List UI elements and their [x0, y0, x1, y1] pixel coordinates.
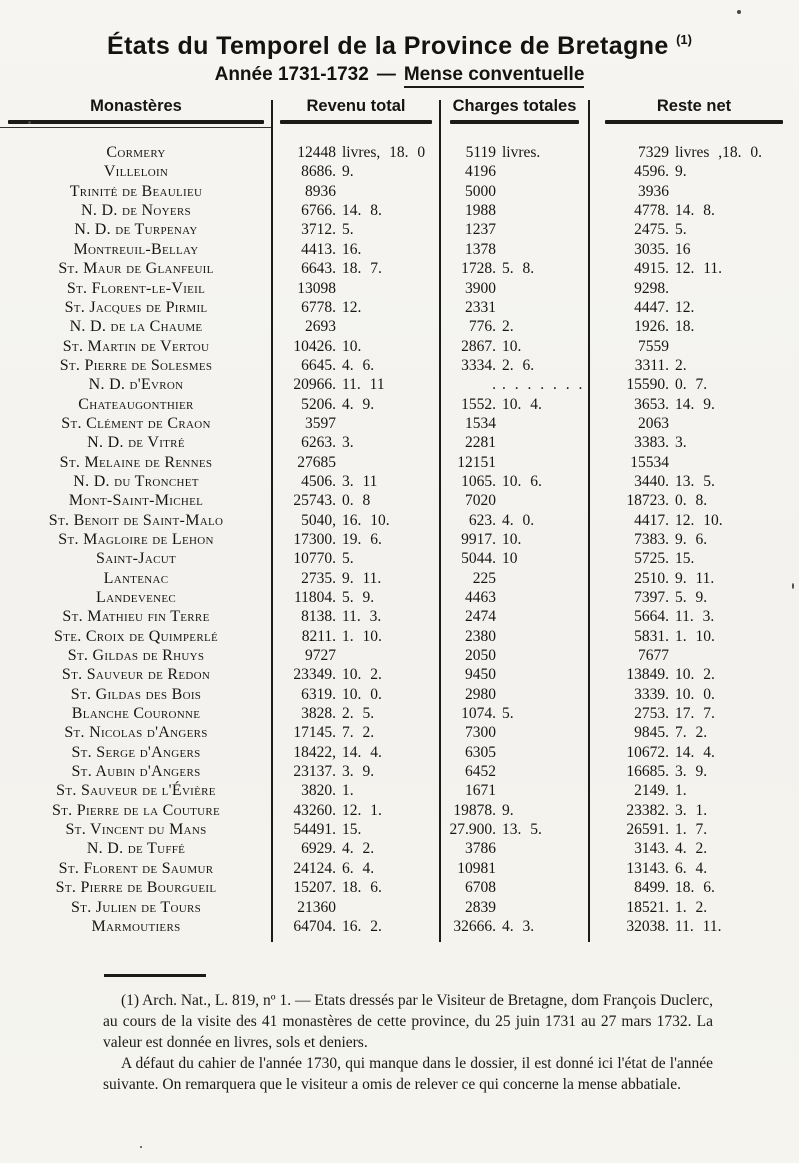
column-divider	[588, 100, 590, 942]
revenu-value: 25743. 0. 8	[293, 492, 371, 510]
table-row	[0, 162, 799, 181]
table-row	[0, 472, 799, 491]
monastery-name: St. Maur de Glanfeuil	[58, 260, 214, 278]
revenu-value: 2693	[305, 318, 336, 336]
charges-value: 2050	[465, 647, 496, 665]
table-row	[0, 143, 799, 162]
subtitle-mense: Mense conventuelle	[404, 64, 585, 88]
charges-value: 27.900. 13. 5.	[449, 821, 542, 839]
table-row	[0, 685, 799, 704]
revenu-value: 6263. 3.	[301, 434, 354, 452]
charges-value: 19878. 9.	[453, 801, 514, 819]
footnote-separator	[104, 974, 206, 977]
reste-value: 3383. 3.	[634, 434, 687, 452]
table-row	[0, 723, 799, 742]
header-rule	[450, 120, 578, 124]
monastery-name: Chateaugonthier	[78, 395, 194, 413]
charges-value: 10981	[457, 859, 496, 877]
table-row	[0, 801, 799, 820]
charges-value: 2839	[465, 898, 496, 916]
charges-value: 2980	[465, 685, 496, 703]
monastery-name: St. Magloire de Lehon	[58, 530, 214, 548]
charges-value: 6452	[465, 763, 496, 781]
reste-value: 4596. 9.	[634, 163, 687, 181]
monastery-name: St. Sauveur de Redon	[61, 666, 211, 684]
monastery-name: N. D. du Tronchet	[73, 472, 199, 490]
revenu-value: 6643. 18. 7.	[301, 260, 382, 278]
column-header-label: Revenu total	[306, 97, 406, 115]
reste-value: 3035. 16	[634, 240, 691, 258]
monastery-name: St. Pierre de Bourgueil	[55, 879, 217, 897]
reste-value: 4447. 12.	[634, 298, 695, 316]
charges-value: 2380	[465, 627, 496, 645]
monastery-name: N. D. de la Chaume	[69, 318, 203, 336]
charges-value: 12151	[457, 453, 496, 471]
charges-value: 2331	[465, 298, 496, 316]
column-header-label: Charges totales	[452, 97, 577, 115]
revenu-value: 12448 livres, 18. 0	[297, 144, 426, 162]
monastery-name: St. Sauveur de l'Évière	[56, 782, 216, 800]
reste-value: 32038. 11. 11.	[626, 917, 722, 935]
charges-value: 9450	[465, 666, 496, 684]
page-subtitle	[0, 64, 799, 86]
monastery-name: Montreuil-Bellay	[73, 240, 199, 258]
monastery-name: St. Florent de Saumur	[58, 859, 214, 877]
reste-value: 13143. 6. 4.	[626, 859, 708, 877]
reste-value: 10672. 14. 4.	[626, 743, 715, 761]
monastery-name: St. Gildas de Rhuys	[67, 647, 205, 665]
monastery-name: Blanche Couronne	[71, 705, 201, 723]
scan-speck	[28, 121, 31, 124]
scan-speck	[737, 10, 741, 14]
reste-value: 9845. 7. 2.	[634, 724, 708, 742]
monastery-name: St. Serge d'Angers	[71, 743, 201, 761]
header-rule-thin	[0, 127, 272, 129]
table-row	[0, 607, 799, 626]
revenu-value: 24124. 6. 4.	[293, 859, 375, 877]
charges-value: 2867. 10.	[461, 337, 522, 355]
monastery-name: St. Vincent du Mans	[65, 821, 207, 839]
revenu-value: 17145. 7. 2.	[293, 724, 375, 742]
monastery-name: St. Pierre de Solesmes	[59, 356, 213, 374]
charges-value: 1534	[465, 414, 496, 432]
scan-speck	[140, 1146, 142, 1148]
reste-value: 3311. 2.	[634, 356, 687, 374]
table-row	[0, 530, 799, 549]
reste-value: 2753. 17. 7.	[634, 705, 715, 723]
revenu-value: 6645. 4. 6.	[301, 356, 375, 374]
table-row	[0, 511, 799, 530]
column-header-monasteres	[0, 95, 272, 128]
reste-value: 7397. 5. 9.	[634, 589, 708, 606]
table-row	[0, 878, 799, 897]
revenu-value: 23137. 3. 9.	[293, 763, 375, 781]
reste-value: 2475. 5.	[634, 221, 687, 239]
reste-value: 16685. 3. 9.	[626, 763, 708, 781]
scan-speck	[792, 583, 794, 589]
revenu-value: 2735. 9. 11.	[301, 569, 382, 587]
column-header-label: Monastères	[90, 97, 182, 115]
charges-value: 7300	[465, 724, 496, 742]
table-row	[0, 433, 799, 452]
reste-value: 1926. 18.	[634, 318, 695, 336]
charges-value: 1988	[465, 202, 496, 220]
charges-value: 623. 4. 0.	[468, 511, 535, 529]
monastery-name: Ste. Croix de Quimperlé	[53, 627, 218, 645]
revenu-value: 9727	[305, 647, 336, 665]
charges-value: 776. 2.	[468, 318, 514, 336]
table-row	[0, 337, 799, 356]
revenu-value: 8686. 9.	[301, 163, 354, 181]
monastery-name: N. D. de Tuffé	[86, 840, 186, 858]
reste-value: 26591. 1. 7.	[626, 821, 708, 839]
monastery-name: St. Martin de Vertou	[62, 337, 210, 355]
revenu-value: 4413. 16.	[301, 240, 362, 258]
table-row	[0, 240, 799, 259]
charges-value: 1671	[465, 782, 496, 800]
charges-value: 3786	[465, 840, 496, 858]
charges-value: 5119 livres.	[465, 144, 541, 162]
monastery-name: Trinité de Beaulieu	[69, 182, 203, 200]
revenu-value: 54491. 15.	[293, 821, 362, 839]
reste-value: 3653. 14. 9.	[634, 395, 715, 413]
table-row	[0, 627, 799, 646]
table-row	[0, 743, 799, 762]
reste-value: 4915. 12. 11.	[634, 260, 723, 278]
table-row	[0, 491, 799, 510]
monastery-name: St. Pierre de la Couture	[51, 801, 221, 819]
reste-value: 23382. 3. 1.	[626, 801, 708, 819]
charges-value: 9917. 10.	[461, 530, 522, 548]
table-row	[0, 375, 799, 394]
column-divider	[439, 100, 441, 942]
column-divider	[271, 100, 273, 942]
table-body	[0, 143, 799, 936]
column-header-label: Reste net	[656, 97, 732, 115]
monastery-name: N. D. d'Evron	[88, 376, 184, 394]
revenu-value: 3820. 1.	[301, 782, 354, 800]
revenu-value: 4506. 3. 11	[301, 472, 378, 490]
table-row	[0, 588, 799, 607]
table-row	[0, 820, 799, 839]
table-row	[0, 317, 799, 336]
table-row	[0, 220, 799, 239]
reste-value: 7559	[638, 337, 669, 355]
revenu-value: 21360	[297, 898, 336, 916]
revenu-value: 6766. 14. 8.	[301, 202, 382, 220]
charges-value: 4463	[465, 589, 496, 606]
header-rule	[280, 120, 431, 124]
charges-value: 6708	[465, 879, 496, 897]
page-title-text: États du Temporel de la Province de Bretagne	[107, 32, 669, 60]
monastery-name: Cormery	[106, 144, 166, 162]
charges-value: 1074. 5.	[461, 705, 514, 723]
reste-value: 4417. 12. 10.	[634, 511, 723, 529]
monastery-name: St. Clément de Craon	[61, 414, 211, 432]
charges-value: 7020	[465, 492, 496, 510]
reste-value: 2063	[638, 414, 669, 432]
revenu-value: 6319. 10. 0.	[301, 685, 382, 703]
charges-value: 5000	[465, 182, 496, 200]
table-row	[0, 298, 799, 317]
monastery-name: Lantenac	[103, 569, 169, 587]
monastery-name: N. D. de Vitré	[87, 434, 185, 452]
monastery-name: St. Mathieu fin Terre	[62, 608, 210, 626]
monastery-name: N. D. de Turpenay	[74, 221, 198, 239]
table-row	[0, 839, 799, 858]
monastery-name: Marmoutiers	[91, 917, 181, 935]
reste-value: 3143. 4. 2.	[634, 840, 708, 858]
column-header-reste	[589, 95, 799, 128]
table-row	[0, 453, 799, 472]
footnote-paragraph-2: A défaut du cahier de l'année 1730, qui manque dans le dossier, il est donné ici l'état de l'année suivante. On remarquera que le visiteur a omis de relever ce qui concerne la mense abbatiale.	[103, 1055, 713, 1093]
charges-value: 3900	[465, 279, 496, 297]
page-title	[0, 0, 799, 61]
charges-value: 1237	[465, 221, 496, 239]
reste-value: 2149. 1.	[634, 782, 687, 800]
monastery-name: Saint-Jacut	[96, 550, 176, 568]
charges-value: 6305	[465, 743, 496, 761]
revenu-value: 20966. 11. 11	[293, 376, 385, 394]
table-row	[0, 549, 799, 568]
revenu-value: 8138. 11. 3.	[301, 608, 382, 626]
table-row	[0, 414, 799, 433]
table-row	[0, 182, 799, 201]
charges-value: 1552. 10. 4.	[461, 395, 542, 413]
table-row	[0, 201, 799, 220]
revenu-value: 43260. 12. 1.	[293, 801, 382, 819]
table-row	[0, 859, 799, 878]
monastery-name: St. Jacques de Pirmil	[64, 298, 208, 316]
charges-value: 1065. 10. 6.	[461, 472, 542, 490]
charges-value: 3334. 2. 6.	[461, 356, 535, 374]
reste-value: 5725. 15.	[634, 550, 695, 568]
table-row	[0, 395, 799, 414]
column-header-charges	[440, 95, 589, 128]
monastery-name: Landevenec	[96, 589, 176, 606]
charges-value: 225	[472, 569, 496, 587]
revenu-value: 13098	[297, 279, 336, 297]
reste-value: 7329 livres ,18. 0.	[638, 144, 763, 162]
reste-value: 15534	[630, 453, 669, 471]
reste-value: 7383. 9. 6.	[634, 530, 708, 548]
monastery-name: Villeloin	[103, 163, 169, 181]
subtitle-year: Année 1731-1732	[214, 64, 369, 85]
reste-value: 15590. 0. 7.	[626, 376, 708, 394]
revenu-value: 23349. 10. 2.	[293, 666, 382, 684]
charges-value: 32666. 4. 3.	[453, 917, 535, 935]
table-row	[0, 259, 799, 278]
table-row	[0, 762, 799, 781]
monastery-name: St. Nicolas d'Angers	[64, 724, 208, 742]
monastery-name: N. D. de Noyers	[81, 202, 191, 220]
table-row	[0, 917, 799, 936]
reste-value: 18723. 0. 8.	[626, 492, 708, 510]
monastery-name: St. Melaine de Rennes	[59, 453, 213, 471]
table-header	[0, 95, 799, 128]
monastery-name: St. Florent-le-Vieil	[66, 279, 206, 297]
revenu-value: 8211. 1. 10.	[301, 627, 382, 645]
revenu-value: 5040, 16. 10.	[301, 511, 390, 529]
table-row	[0, 665, 799, 684]
footnote	[103, 990, 713, 1095]
revenu-value: 18422, 14. 4.	[293, 743, 382, 761]
charges-value: 2281	[465, 434, 496, 452]
monastery-name: St. Aubin d'Angers	[71, 763, 201, 781]
header-rule	[605, 120, 784, 124]
revenu-value: 5206. 4. 9.	[301, 395, 375, 413]
footnote-paragraph-1: (1) Arch. Nat., L. 819, nº 1. — Etats dressés par le Visiteur de Bretagne, dom François Duclerc, au cours de la visite des 41 monastères de cette province, du 25 juin 1731 au 27 mars 1732. La valeur est donnée en livres, sols et deniers.	[103, 992, 714, 1051]
reste-value: 5831. 1. 10.	[634, 627, 715, 645]
reste-value: 4778. 14. 8.	[634, 202, 715, 220]
revenu-value: 27685	[297, 453, 336, 471]
monastery-name: St. Benoit de Saint-Malo	[48, 511, 224, 529]
table-row	[0, 356, 799, 375]
charges-value: 4196	[465, 163, 496, 181]
charges-value: 1378	[465, 240, 496, 258]
monastery-name: Mont-Saint-Michel	[68, 492, 204, 510]
footnote-reference: (1)	[676, 32, 692, 47]
revenu-value: 8936	[305, 182, 336, 200]
reste-value: 13849. 10. 2.	[626, 666, 715, 684]
charges-value: 5044. 10	[461, 550, 518, 568]
table-row	[0, 781, 799, 800]
charges-value: 1728. 5. 8.	[461, 260, 535, 278]
revenu-value: 10770. 5.	[293, 550, 354, 568]
revenu-value: 15207. 18. 6.	[293, 879, 382, 897]
reste-value: 7677	[638, 647, 669, 665]
reste-value: 8499. 18. 6.	[634, 879, 715, 897]
table-row	[0, 704, 799, 723]
table-row	[0, 279, 799, 298]
column-header-revenu	[272, 95, 440, 128]
revenu-value: 64704. 16. 2.	[293, 917, 382, 935]
monastery-name: St. Julien de Tours	[70, 898, 202, 916]
charges-value: 2474	[465, 608, 496, 626]
reste-value: 5664. 11. 3.	[634, 608, 715, 626]
monastery-name: St. Gildas des Bois	[70, 685, 202, 703]
revenu-value: 17300. 19. 6.	[293, 530, 382, 548]
revenu-value: 6929. 4. 2.	[301, 840, 375, 858]
revenu-value: 6778. 12.	[301, 298, 362, 316]
reste-value: 3339. 10. 0.	[634, 685, 715, 703]
reste-value: 3936	[638, 182, 669, 200]
table-row	[0, 569, 799, 588]
table-row	[0, 646, 799, 665]
reste-value: 18521. 1. 2.	[626, 898, 708, 916]
revenu-value: 10426. 10.	[293, 337, 362, 355]
revenu-value: 3828. 2. 5.	[301, 705, 375, 723]
charges-value: . . . . . . . .	[492, 376, 583, 394]
revenu-value: 11804. 5. 9.	[293, 589, 375, 606]
revenu-value: 3712. 5.	[301, 221, 354, 239]
reste-value: 9298.	[634, 279, 669, 297]
reste-value: 2510. 9. 11.	[634, 569, 715, 587]
table-row	[0, 898, 799, 917]
subtitle-dash: —	[376, 64, 396, 85]
revenu-value: 3597	[305, 414, 336, 432]
header-rule	[8, 120, 264, 124]
reste-value: 3440. 13. 5.	[634, 472, 715, 490]
